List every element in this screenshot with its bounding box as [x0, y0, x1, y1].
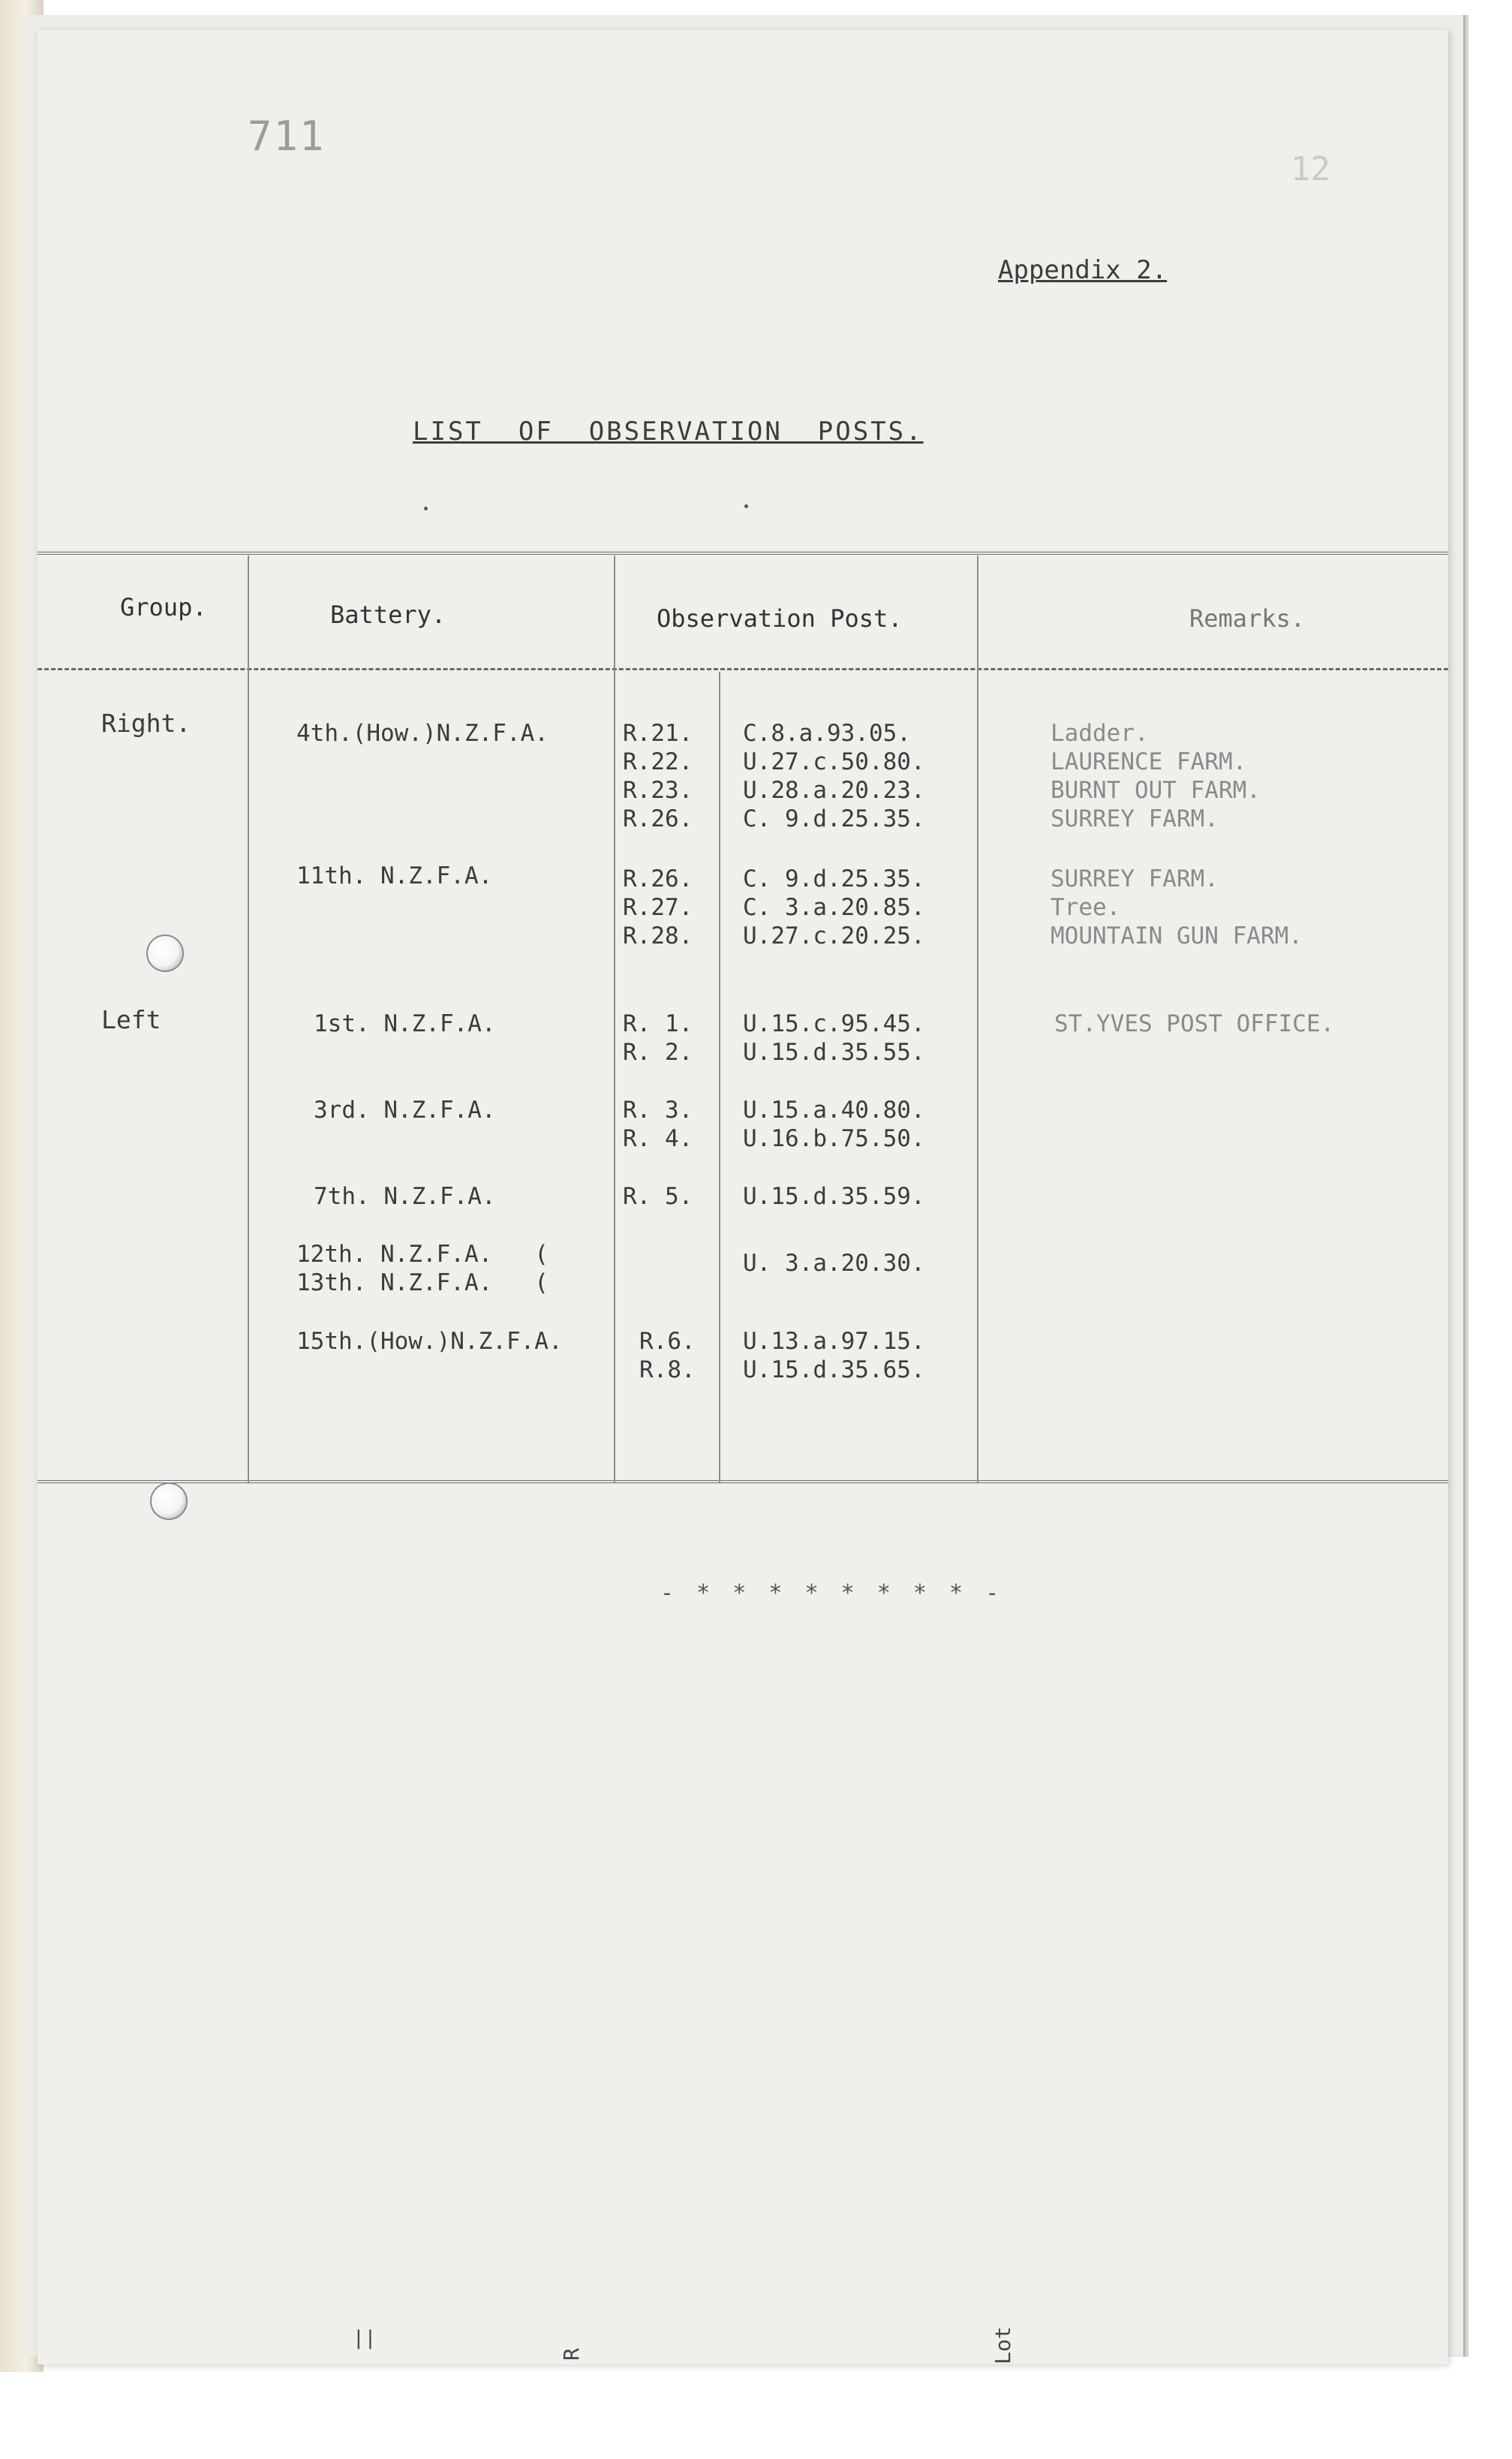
post-numbers: R. 1. R. 2. — [623, 1010, 693, 1066]
margin-mark-bottom-2: R — [559, 2348, 584, 2361]
header-remarks: Remarks. — [1189, 604, 1306, 633]
group-right: Right. — [101, 709, 191, 738]
margin-mark-bottom-1: || — [353, 2327, 377, 2349]
table-top-rule — [38, 552, 1448, 558]
map-references: C. 9.d.25.35. C. 3.a.20.85. U.27.c.20.25. — [743, 865, 925, 950]
page-number: 711 — [248, 113, 326, 160]
column-divider — [719, 672, 720, 1482]
remarks: ST.YVES POST OFFICE. — [1054, 1010, 1335, 1037]
post-numbers: R. 3. R. 4. — [623, 1097, 693, 1152]
post-numbers: R. 5. — [623, 1183, 693, 1210]
column-divider — [614, 555, 615, 1482]
map-references: U.15.a.40.80. U.16.b.75.50. — [743, 1097, 925, 1152]
battery-name: 3rd. N.Z.F.A. — [314, 1097, 496, 1124]
header-battery: Battery. — [330, 600, 446, 629]
header-group: Group. — [120, 593, 207, 622]
column-divider — [248, 555, 249, 1482]
header-divider — [38, 668, 1448, 670]
column-divider — [977, 555, 978, 1482]
margin-mark-bottom-3: Lot — [990, 2326, 1015, 2364]
post-numbers: R.26. R.27. R.28. — [623, 865, 693, 950]
table-bottom-rule — [38, 1480, 1448, 1486]
group-left: Left — [101, 1005, 161, 1034]
ink-speck — [744, 504, 748, 508]
header-observation-post: Observation Post. — [657, 604, 903, 633]
post-numbers: R.21. R.22. R.23. R.26. — [623, 720, 693, 832]
battery-name: 7th. N.Z.F.A. — [314, 1183, 496, 1210]
end-of-list-mark: - * * * * * * * * - — [660, 1580, 1004, 1606]
battery-name: 4th.(How.)N.Z.F.A. — [296, 720, 549, 747]
corner-mark: 12 — [1291, 150, 1330, 188]
battery-name: 15th.(How.)N.Z.F.A. — [296, 1328, 563, 1355]
appendix-label: Appendix 2. — [998, 255, 1168, 285]
map-references: U.15.d.35.59. — [743, 1183, 925, 1210]
map-references: U.15.c.95.45. U.15.d.35.55. — [743, 1010, 925, 1066]
document-title: LIST OF OBSERVATION POSTS. — [413, 417, 924, 447]
map-references: U.13.a.97.15. U.15.d.35.65. — [743, 1328, 925, 1383]
battery-name: 12th. N.Z.F.A. ( 13th. N.Z.F.A. ( — [296, 1241, 549, 1296]
punch-hole — [146, 935, 184, 972]
battery-name: 1st. N.Z.F.A. — [314, 1010, 496, 1037]
map-references: U. 3.a.20.30. — [743, 1250, 925, 1277]
post-numbers: R.6. R.8. — [639, 1328, 696, 1383]
ink-speck — [424, 507, 428, 510]
battery-name: 11th. N.Z.F.A. — [296, 862, 493, 889]
punch-hole — [150, 1482, 188, 1520]
remarks: Ladder. LAURENCE FARM. BURNT OUT FARM. SURREY FARM. — [1051, 720, 1261, 832]
map-references: C.8.a.93.05. U.27.c.50.80. U.28.a.20.23. C. 9.d.25.35. — [743, 720, 925, 832]
remarks: SURREY FARM. Tree. MOUNTAIN GUN FARM. — [1051, 865, 1303, 950]
